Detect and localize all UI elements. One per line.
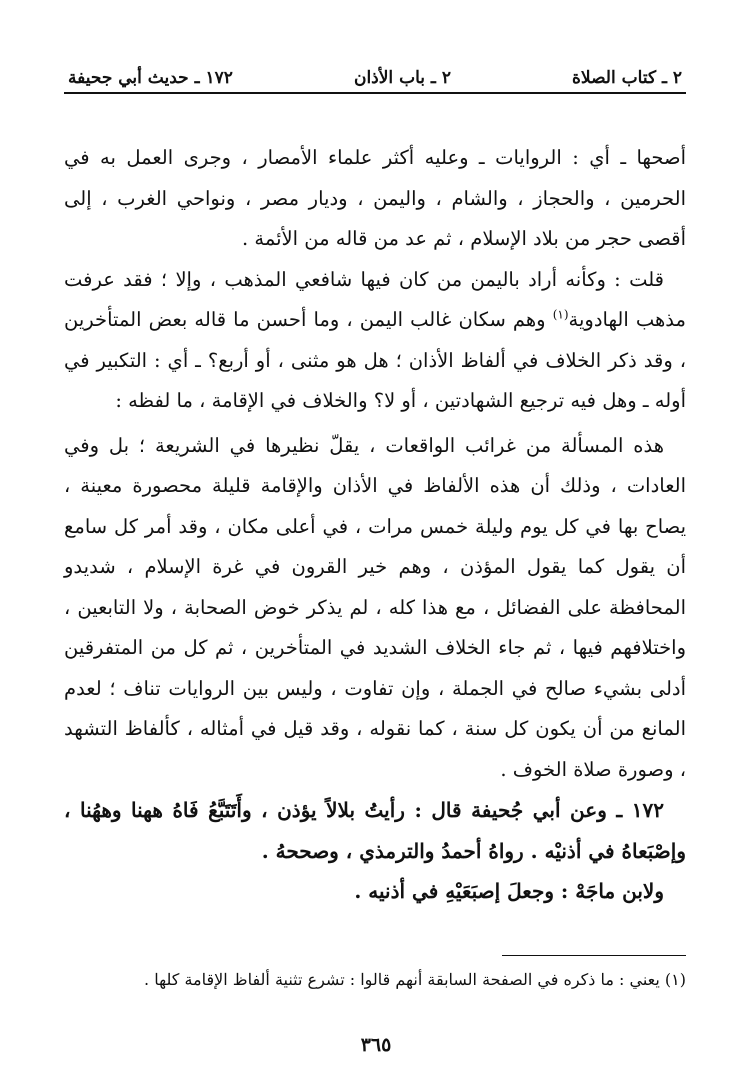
running-header bbox=[68, 56, 682, 88]
paragraph-1: أصحها ـ أي : الروايات ـ وعليه أكثر علماء الأمصار ، وجرى العمل به في الحرمين ، والحجاز ، والشام ، واليمن ، وديار مصر ، ونواحي الغرب ، إلى أقصى حجر من بلاد الإسلام ، ثم عد من قاله من الأئمة . bbox=[64, 146, 686, 250]
header-hadith-title: ١٧٢ ـ حديث أبي جحيفة bbox=[68, 68, 233, 88]
footnote-rule bbox=[502, 955, 686, 956]
main-text bbox=[64, 138, 686, 912]
paragraph-3-quote: هذه المسألة من غرائب الواقعات ، يقلّ نظيرها في الشريعة ؛ بل وفي العادات ، وذلك أن هذه الألفاظ في الأذان والإقامة قليلة محصورة معينة ، يصاح بها في كل يوم وليلة خمس مرات ، في أعلى مكان ، وقد أمر كل سامع أن يقول كما يقول المؤذن ، وهم خير القرون في غرة الإسلام ، شديدو المحافظة على الفضائل ، مع هذا كله ، لم يذكر خوض الصحابة ، ولا التابعين ، واختلافهم فيها ، ثم جاء الخلاف الشديد في المتأخرين ، ثم كل من المتفرقين أدلى بشيء صالح في الجملة ، وإن تفاوت ، وليس بين الروايات تناف ؛ لعدم المانع من أن يكون كل سنة ، كما نقوله ، وقد قيل في أمثاله ، كألفاظ التشهد ، وصورة صلاة الخوف . bbox=[64, 433, 686, 781]
footnote-reference[interactable]: (١) bbox=[552, 307, 569, 322]
paragraph-2 bbox=[64, 260, 686, 422]
footnote: (١) يعني : ما ذكره في الصفحة السابقة أنهم قالوا : تشرع تثنية ألفاظ الإقامة كلها . bbox=[144, 970, 686, 989]
page-number: ٣٦٥ bbox=[360, 1034, 392, 1056]
header-rule bbox=[64, 92, 686, 94]
paragraph-2-part-b: وهم سكان غالب اليمن ، وما أحسن ما قاله بعض المتأخرين ، وقد ذكر الخلاف في ألفاظ الأذان ؛ هل هو مثنى ، أو أربع؟ ـ أي : التكبير في أوله ـ وهل فيه ترجيع الشهادتين ، أو لا؟ والخلاف في الإقامة ، ما لفظه : bbox=[64, 308, 686, 412]
paragraph-2-part-a: قلت : وكأنه أراد باليمن من كان فيها شافعي المذهب ، وإلا ؛ فقد عرفت مذهب الهادوية bbox=[64, 267, 686, 331]
header-book-title: ٢ ـ كتاب الصلاة bbox=[572, 68, 682, 88]
hadith-ibn-majah: ولابن ماجَهْ : وجعلَ إصبَعَيْهِ في أذنيه . bbox=[354, 879, 664, 903]
header-chapter-title: ٢ ـ باب الأذان bbox=[353, 68, 451, 88]
hadith-172: ١٧٢ ـ وعن أبي جُحيفة قال : رأيتُ بلالاً يؤذن ، وأَتَتَبَّعُ فَاهُ ههنا وههُنا ، وإصْبَعاهُ في أذنيْه . رواهُ أحمدُ والترمذي ، وصححهُ . bbox=[64, 798, 686, 863]
